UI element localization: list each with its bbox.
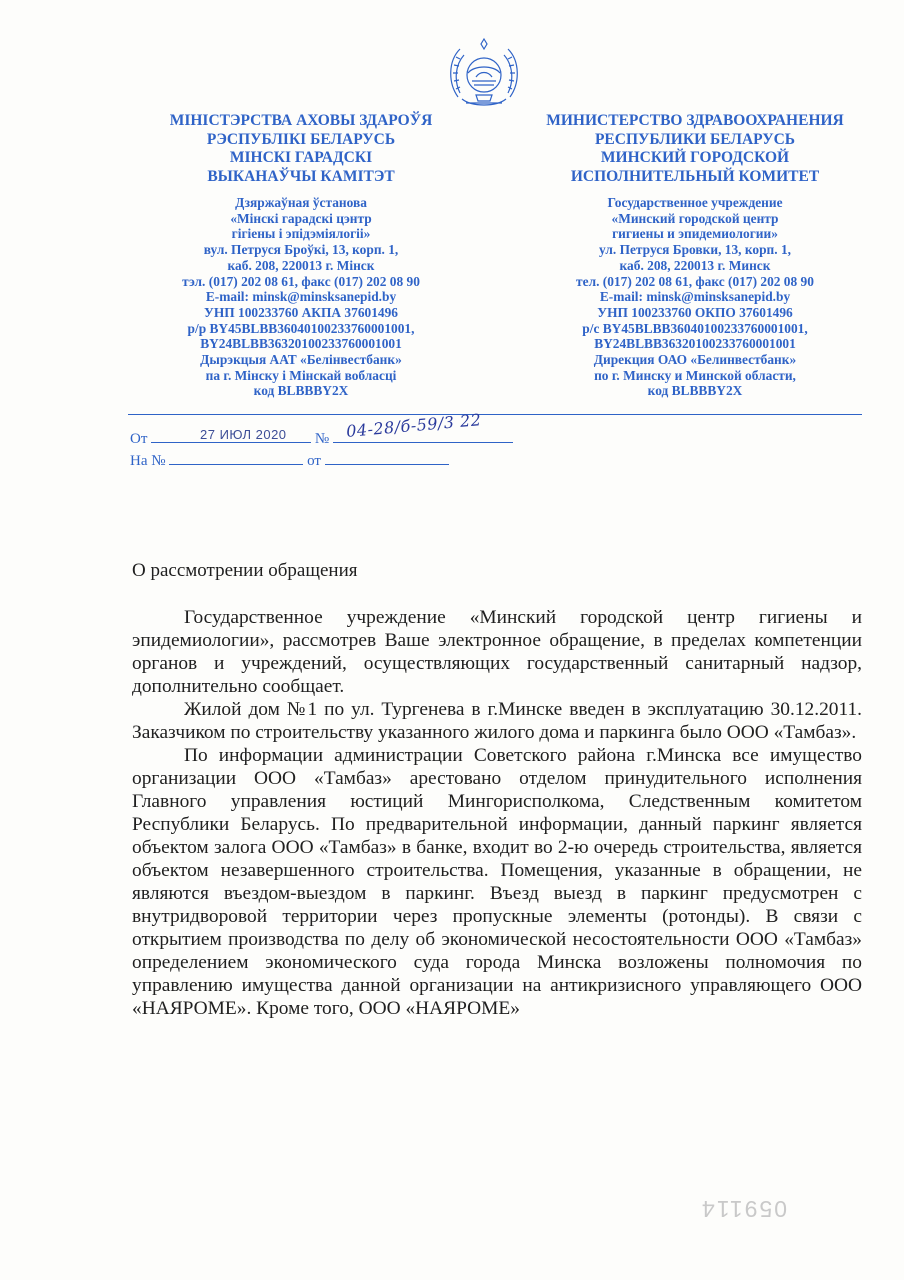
org-line: ВЫКАНАЎЧЫ КАМІТЭТ [207,167,395,185]
org-name-ru [510,112,880,186]
org-details-by [116,195,486,399]
detail-line: вул. Петруся Броўкі, 13, корп. 1, [203,242,399,258]
to-label: На № [130,453,166,469]
org-line: РЭСПУБЛІКІ БЕЛАРУСЬ [206,130,396,148]
org-name-by [116,112,486,186]
letter-body [132,606,862,1020]
detail-line: каб. 208, 220013 г. Мінск [227,257,375,273]
detail-line: тэл. (017) 202 08 61, факс (017) 202 08 90 [182,273,420,289]
detail-line: па г. Мінску і Мінскай вобласці [205,367,397,383]
sheet-number: 059114 [700,1196,788,1222]
outgoing-number-handwritten: 04-28/б-59/3 22 [345,410,483,441]
org-line: МИНИСТЕРСТВО ЗДРАВООХРАНЕНИЯ [546,112,844,129]
detail-line: «Минский городской центр [611,210,779,226]
detail-line: Дзяржаўная ўстанова [235,195,367,210]
detail-line: Дирекция ОАО «Белинвестбанк» [593,352,797,368]
detail-line: по г. Минску и Минской области, [594,367,796,383]
dated-label: от [307,453,321,469]
detail-line: каб. 208, 220013 г. Минск [619,257,771,273]
org-line: МИНСКИЙ ГОРОДСКОЙ [600,149,790,166]
detail-line: УНП 100233760 АКПА 37601496 [204,304,398,320]
to-number-blank [169,450,303,465]
paragraph: Государственное учреждение «Минский городской центр гигиены и эпидемиологии», рассмотрев Ваше электронное обращение, в пределах компетенции органов и учреждений, осуществляющих государственный санитарный надзор, дополнительно сообщает. [132,607,862,697]
header-belarusian [116,112,486,399]
detail-line: «Мінскі гарадскі цэнтр [230,210,372,226]
detail-line: гігіены і эпідэміялогіі» [231,226,371,242]
email-line: E-mail: minsk@minsksanepid.by [205,289,397,305]
paragraph: По информации администрации Советского района г.Минска все имущество организации ООО «Тамбаз» арестовано отделом принудительного исполнения Главного управления юстиций Мингорисполкома, Следственным комитетом Республики Беларусь. По предварительной информации, данный паркинг является объектом залога ООО «Тамбаз» в банке, входит во 2-ю очередь строительства, является объектом незавершенного строительства. Помещения, указанные в обращении, не являются въездом-выездом в паркинг. Въезд выезд в паркинг предусмотрен с внутридворовой территории через пропускные элементы (ротонды). В связи с открытием производства по делу об экономической несостоятельности ООО «Тамбаз» определением экономического суда города Минска возложены полномочия по управлению имущества данной организации на антикризисного управляющего ООО «НАЯРОМЕ». Кроме того, ООО «НАЯРОМЕ» [132,745,862,1019]
detail-line: тел. (017) 202 08 61, факс (017) 202 08 90 [576,273,814,289]
belarus-coat-of-arms-icon [446,35,522,113]
letter-subject: О рассмотрении обращения [132,560,358,581]
detail-line: Дырэкцыя ААТ «Белінвестбанк» [200,352,402,368]
number-label: № [314,431,330,447]
dated-blank [325,450,449,465]
from-label: От [130,431,148,447]
detail-line: гигиены и эпидемиологии» [612,226,778,242]
org-details-ru [510,195,880,399]
header-russian [510,112,880,399]
email-line: E-mail: minsk@minsksanepid.by [599,289,791,305]
date-stamp: 27 ИЮЛ 2020 [200,427,287,442]
detail-line: р/с BY45BLBB36040100233760001001, [582,320,808,336]
detail-line: код BLBBBY2X [253,383,349,399]
detail-line: BY24BLBB36320100233760001001 [200,336,402,352]
paragraph: Жилой дом №1 по ул. Тургенева в г.Минске введен в эксплуатацию 30.12.2011. Заказчиком по строительству указанного жилого дома и паркинга было ООО «Тамбаз». [132,699,862,743]
header-divider [128,414,862,415]
org-line: МІНІСТЭРСТВА АХОВЫ ЗДАРОЎЯ [169,112,433,129]
detail-line: Государственное учреждение [607,195,783,210]
detail-line: BY24BLBB36320100233760001001 [594,336,796,352]
org-line: МІНСКІ ГАРАДСКІ [229,149,373,166]
detail-line: р/р BY45BLBB36040100233760001001, [187,320,415,336]
detail-line: код BLBBBY2X [647,383,743,399]
org-line: РЕСПУБЛИКИ БЕЛАРУСЬ [594,130,796,148]
ref-line-to [130,450,449,470]
detail-line: УНП 100233760 ОКПО 37601496 [597,304,793,320]
detail-line: ул. Петруся Бровки, 13, корп. 1, [599,242,791,258]
org-line: ИСПОЛНИТЕЛЬНЫЙ КОМИТЕТ [570,167,820,185]
